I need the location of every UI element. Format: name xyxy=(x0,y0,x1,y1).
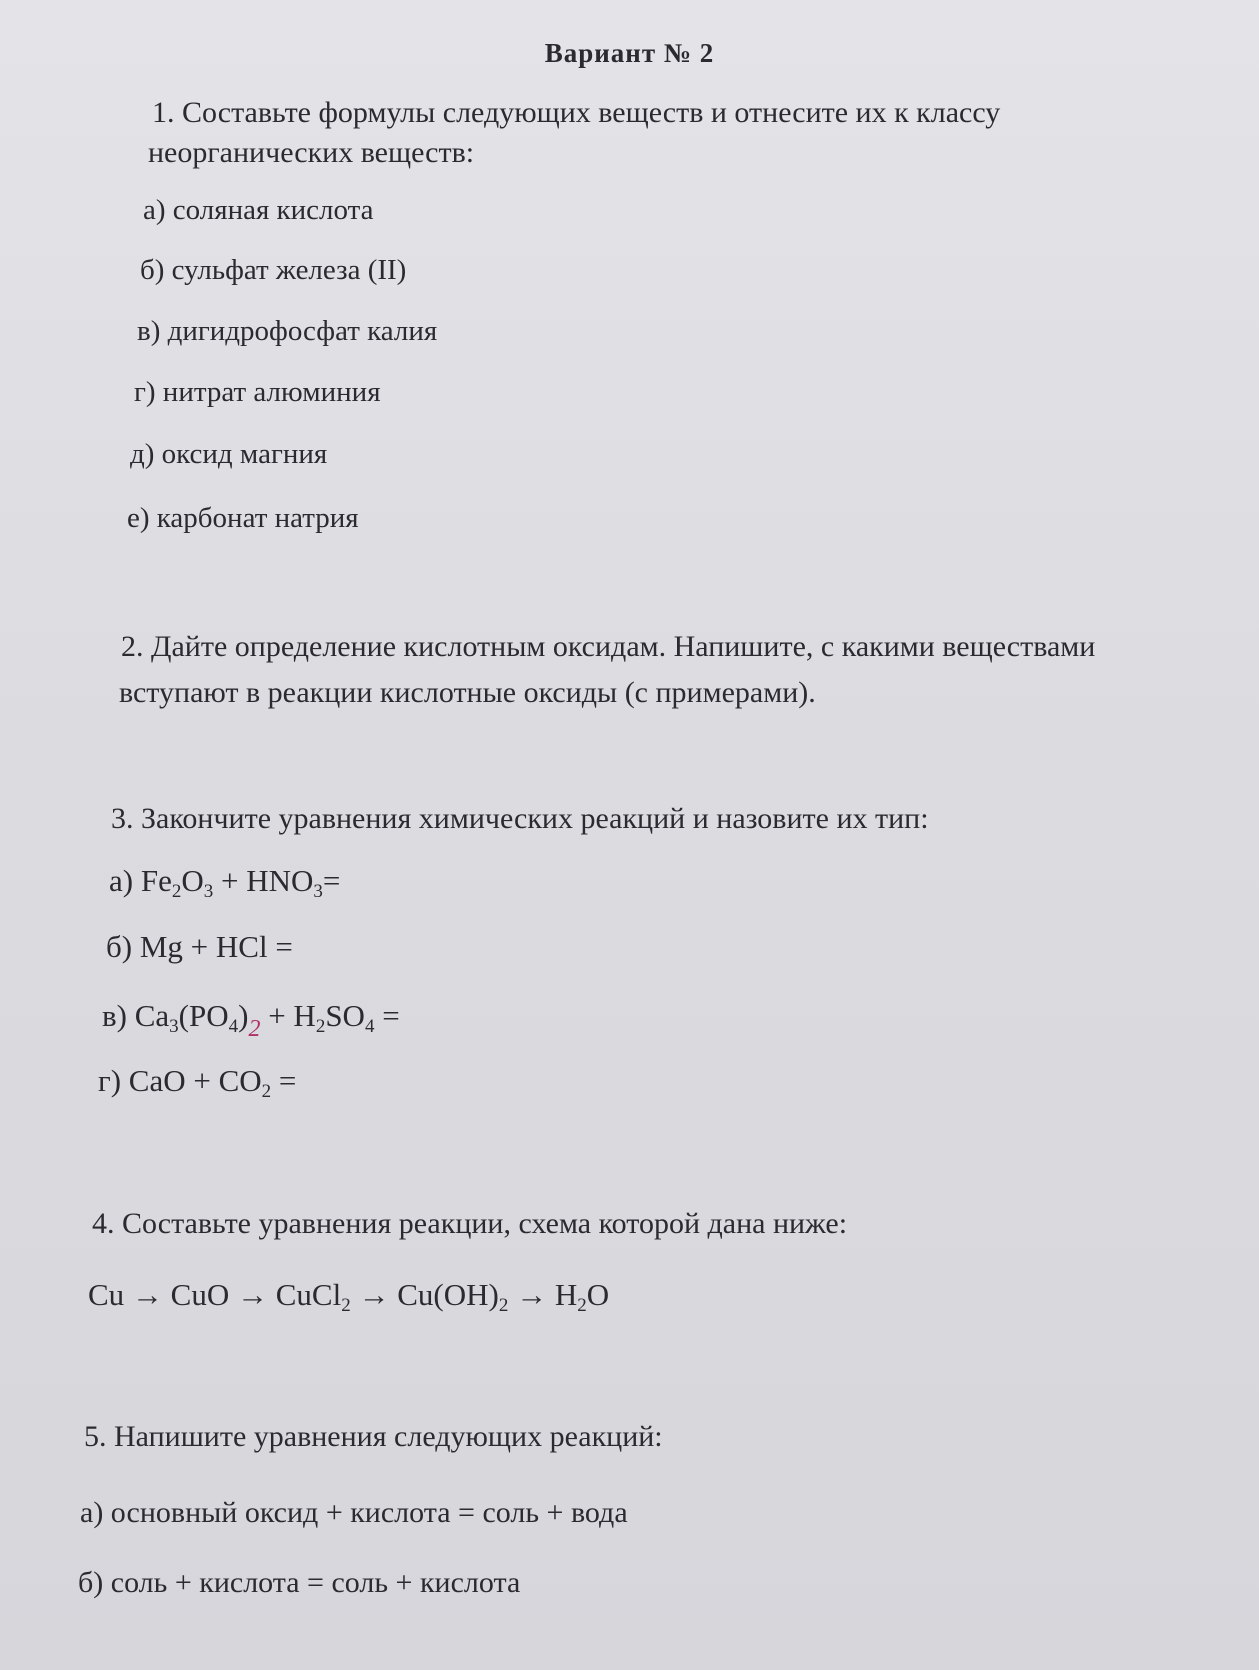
task1-item-d: г) нитрат алюминия xyxy=(134,376,381,408)
equation-label: а) xyxy=(109,863,134,898)
equation-label: б) xyxy=(106,929,133,964)
equation-label: в) xyxy=(102,998,127,1033)
task1-item-c: в) дигидрофосфат калия xyxy=(137,315,438,347)
task1-item-f: е) карбонат натрия xyxy=(127,502,359,534)
task3-equation-a: а) $Fe_2O_3 + HNO_3=$ xyxy=(109,863,341,902)
task2-line2: вступают в реакции кислотные оксиды (с примерами). xyxy=(119,676,816,709)
task5-heading: 5. Напишите уравнения следующих реакций: xyxy=(84,1420,663,1453)
task4-scheme: Cu → CuO → CuCl$_2$ → $Cu(OH)_2 \to H_2O$ xyxy=(88,1277,610,1316)
task3-equation-b: б) Mg + HCl = xyxy=(106,929,293,964)
task1-line2: неорганических веществ: xyxy=(148,136,475,169)
task5-item-a: а) основный оксид + кислота = соль + вода xyxy=(80,1496,628,1529)
task1-line1: 1. Составьте формулы следующих веществ и отнесите их к классу xyxy=(152,96,1001,129)
task5-item-b: б) соль + кислота = соль + кислота xyxy=(78,1566,521,1599)
task1-item-a: а) соляная кислота xyxy=(143,194,374,226)
handwritten-subscript: 2 xyxy=(248,1016,261,1042)
task2-line1: 2. Дайте определение кислотным оксидам. Напишите, с какими веществами xyxy=(121,630,1096,663)
task3-equation-d: г) CaO + $CO_2$ = xyxy=(98,1063,297,1102)
task3-equation-c: в) $Ca_3(PO_4)_2 + H_2SO_4$ = xyxy=(102,998,400,1042)
task3-heading: 3. Закончите уравнения химических реакций и назовите их тип: xyxy=(111,802,929,835)
page-title: Вариант № 2 xyxy=(544,38,715,68)
task1-item-b: б) сульфат железа (II) xyxy=(140,254,407,286)
equation-label: г) xyxy=(98,1063,122,1098)
task1-item-e: д) оксид магния xyxy=(130,438,328,470)
task4-heading: 4. Составьте уравнения реакции, схема которой дана ниже: xyxy=(92,1207,848,1240)
